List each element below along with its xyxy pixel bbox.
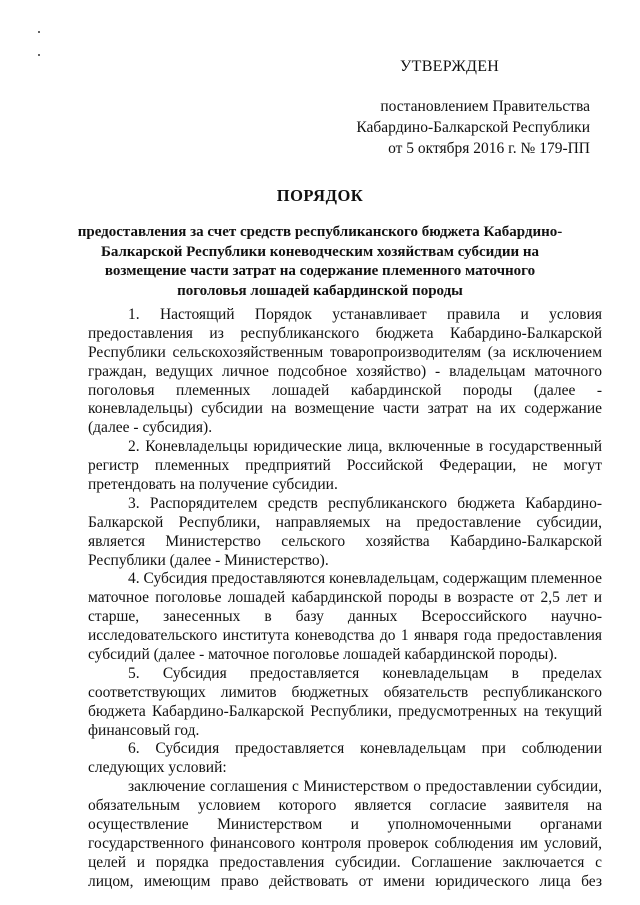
body-text-line: 3. Распорядителем средств республиканского бюджета Кабардино- (128, 494, 602, 512)
document-subtitle (60, 223, 580, 301)
body-text-line: Республики сельскохозяйственным товаропроизводителям (за исключением (88, 343, 602, 361)
scan-speck (38, 31, 40, 33)
body-text-line: претендовать на получение субсидии. (88, 476, 338, 494)
body-text-line: бюджета Кабардино-Балкарской Республики, предусмотренных на текущий (88, 702, 602, 720)
body-text-line: предоставления из республиканского бюджета Кабардино-Балкарской (88, 324, 602, 342)
body-text-line: регистр племенных предприятий Российской Федерации, не могут (88, 457, 602, 475)
body-text-line: (далее - субсидия). (88, 419, 213, 437)
body-text-line: соответствующих лимитов бюджетных обязательств республиканского (88, 683, 602, 701)
body-text-line: 2. Коневладельцы юридические лица, включенные в государственный (128, 438, 602, 456)
body-text-line: следующих условий: (88, 759, 227, 777)
decree-line: от 5 октября 2016 г. № 179-ПП (388, 140, 590, 157)
body-text-line: осуществление Министерством и уполномоченными органами (88, 816, 602, 834)
subtitle-line: предоставления за счет средств республиканского бюджета Кабардино- (77, 224, 563, 240)
body-text-line: Балкарской Республики, направляемых на предоставление субсидии, (88, 513, 602, 531)
body-text-line: является Министерство сельского хозяйства Кабардино-Балкарской (88, 532, 602, 550)
scan-speck (38, 54, 40, 56)
body-text-line: 4. Субсидия предоставляются коневладельцам, содержащим племенное (128, 570, 602, 588)
body-text-line: старше, занесенных в базу данных Всероссийского научно- (88, 608, 602, 626)
body-text-line: поголовья племенных лошадей кабардинской породы (далее - (88, 381, 602, 399)
body-text-line: государственного финансового контроля проверок соблюдения им условий, (88, 834, 602, 852)
subtitle-line: Балкарской Республики коневодческим хозяйствам субсидии на (100, 243, 540, 260)
decree-line: Кабардино-Балкарской Республики (356, 119, 590, 136)
decree-line: постановлением Правительства (380, 98, 590, 115)
body-text-line: обязательным условием которого является согласие заявителя на (88, 797, 602, 815)
body-text-line: финансовый год. (88, 721, 200, 739)
body-text-line: заключение соглашения с Министерством о предоставлении субсидии, (128, 778, 602, 796)
body-text-line: 6. Субсидия предоставляется коневладельцам при соблюдении (128, 740, 602, 758)
subtitle-line: поголовья лошадей кабардинской породы (177, 282, 463, 299)
body-text-line: граждан, ведущих личное подсобное хозяйство) - владельцам маточного (88, 362, 602, 380)
body-text-line: 5. Субсидия предоставляется коневладельцам в пределах (128, 664, 602, 682)
body-text-line: субсидий (далее - маточное поголовье лошадей кабардинской породы). (88, 646, 558, 664)
decree-reference (300, 96, 590, 159)
body-text-line: Республики (далее - Министерство). (88, 551, 329, 569)
body-text-line: лицом, имеющим право действовать от имени юридического лица без (88, 872, 602, 890)
body-text-line: целей и порядка предоставления субсидии. Соглашение заключается с (88, 853, 602, 871)
approval-stamp-label: УТВЕРЖДЕН (400, 58, 500, 75)
body-text-line: маточное поголовье лошадей кабардинской породы в возрасте от 2,5 лет и (88, 589, 602, 607)
subtitle-line: возмещение части затрат на содержание племенного маточного (104, 263, 536, 279)
body-text-line: 1. Настоящий Порядок устанавливает правила и условия (128, 306, 602, 323)
body-text-line: коневладельцы) субсидии на возмещение части затрат на их содержание (88, 400, 602, 418)
document-title: ПОРЯДОК (276, 186, 364, 205)
body-text-line: исследовательского института коневодства до 1 января года предоставления (88, 627, 602, 645)
document-body (88, 306, 602, 892)
